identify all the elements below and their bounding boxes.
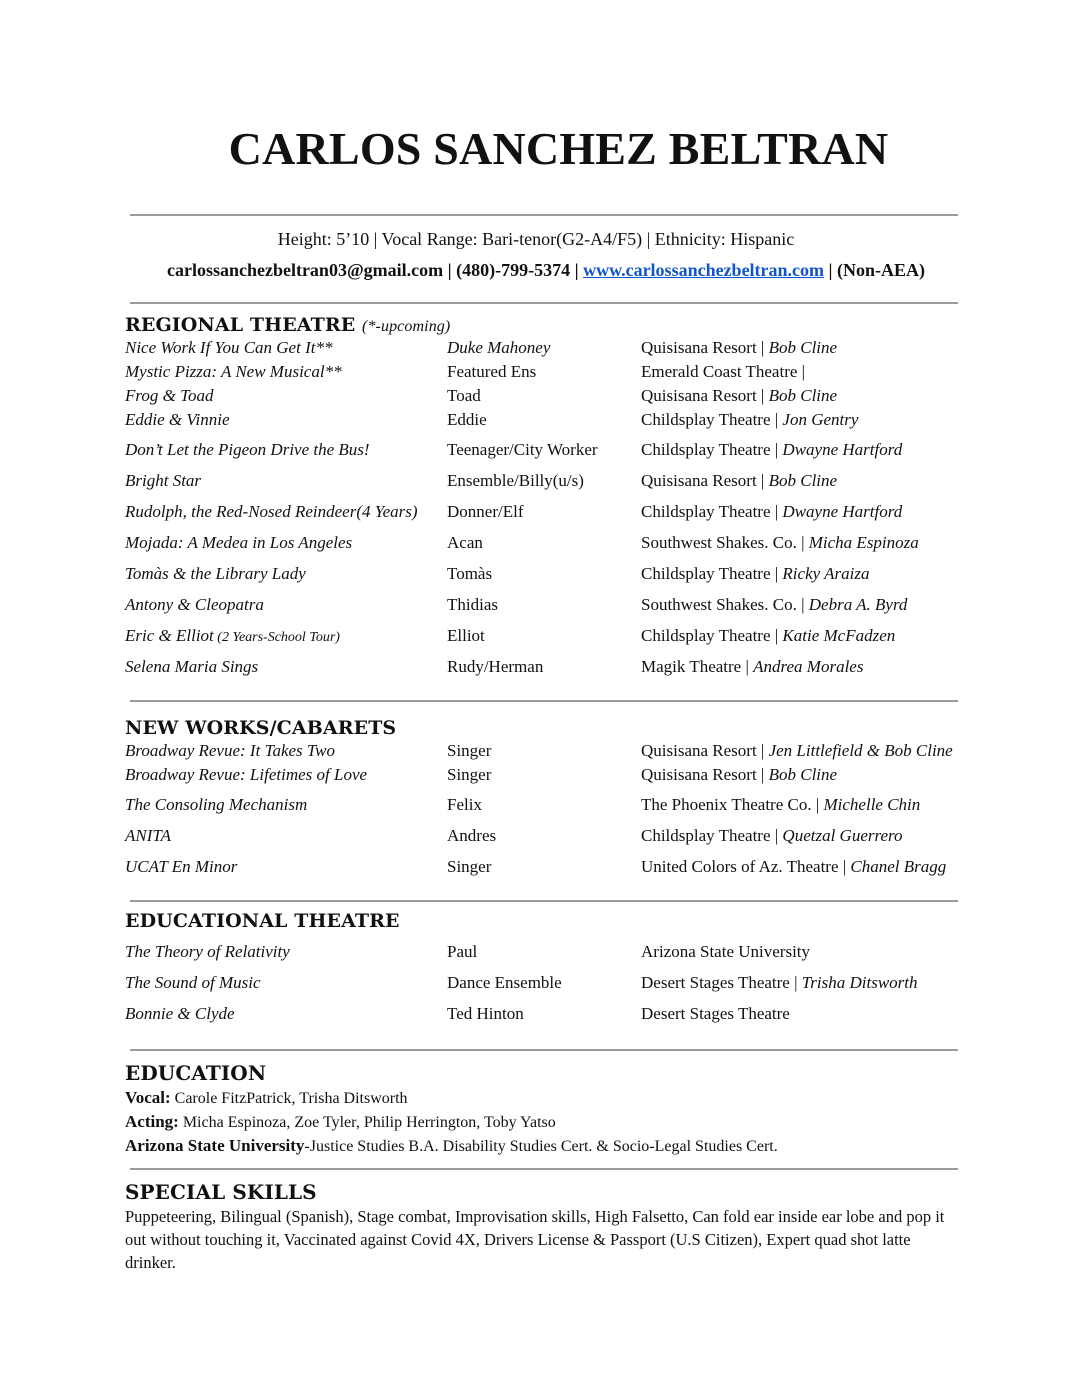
website-link[interactable]: www.carlossanchezbeltran.com <box>583 260 825 280</box>
role: Singer <box>447 741 492 760</box>
venue: Childsplay Theatre | <box>641 440 783 459</box>
director: Bob Cline <box>768 471 838 490</box>
show-title: Don’t Let the Pigeon Drive the Bus! <box>125 440 370 459</box>
show-title: UCAT En Minor <box>125 857 238 876</box>
role: Dance Ensemble <box>447 973 562 992</box>
divider <box>130 700 958 702</box>
venue-director <box>641 386 837 406</box>
role: Rudy/Herman <box>447 657 544 676</box>
show-title: Frog & Toad <box>125 386 214 405</box>
show-note: (2 Years-School Tour) <box>213 630 340 645</box>
show-title: Broadway Revue: It Takes Two <box>125 741 335 760</box>
role: Paul <box>447 942 478 961</box>
show-title: The Sound of Music <box>125 973 261 992</box>
role: Felix <box>447 795 482 814</box>
director: Bob Cline <box>768 765 838 784</box>
venue-director <box>641 795 920 815</box>
venue-director <box>641 826 903 846</box>
edu-label: Arizona State University <box>125 1136 305 1155</box>
section-heading-skills: SPECIAL SKILLS <box>125 1180 317 1204</box>
venue: Desert Stages Theatre <box>641 1004 790 1023</box>
role: Acan <box>447 533 483 552</box>
venue-director <box>641 973 918 993</box>
divider <box>130 1168 958 1170</box>
director: Bob Cline <box>768 386 838 405</box>
show-title: Broadway Revue: Lifetimes of Love <box>125 765 368 784</box>
role: Singer <box>447 765 492 784</box>
director: Jen Littlefield & Bob Cline <box>768 741 953 760</box>
divider <box>130 214 958 216</box>
venue-director <box>641 338 837 358</box>
credit-row <box>0 362 1080 386</box>
credit-row <box>0 502 1080 526</box>
show-title: The Theory of Relativity <box>125 942 290 961</box>
role: Toad <box>447 386 481 405</box>
section-heading-new-works: NEW WORKS/CABARETS <box>125 717 397 739</box>
show-title: Mojada: A Medea in Los Angeles <box>125 533 353 552</box>
director: Ricky Araiza <box>782 564 870 583</box>
venue-director <box>641 362 805 382</box>
venue: Quisisana Resort | <box>641 338 769 357</box>
skills-text: Puppeteering, Bilingual (Spanish), Stage combat, Improvisation skills, High Falsetto, Can fold ear inside ear lobe and pop it out without touching it, Vaccinated against Covid 4X, Drivers License & Passport (U.S Citizen), Expert quad shot latte drinker. <box>125 1207 945 1272</box>
venue: Desert Stages Theatre | <box>641 973 802 992</box>
education-acting <box>125 1112 556 1132</box>
venue: Southwest Shakes. Co. | <box>641 595 809 614</box>
show-title: Antony & Cleopatra <box>125 595 264 614</box>
venue-director <box>641 595 907 615</box>
edu-text: Carole FitzPatrick, Trisha Ditsworth <box>170 1090 408 1107</box>
venue-director <box>641 765 837 785</box>
venue-director <box>641 440 902 460</box>
venue-director <box>641 942 810 962</box>
venue: Emerald Coast Theatre | <box>641 362 806 381</box>
venue: Childsplay Theatre | <box>641 826 783 845</box>
venue-director <box>641 1004 790 1024</box>
venue: Southwest Shakes. Co. | <box>641 533 809 552</box>
divider <box>130 302 958 304</box>
director: Katie McFadzen <box>782 626 896 645</box>
director: Micha Espinoza <box>808 533 919 552</box>
credit-row <box>0 741 1080 765</box>
section-heading-education: EDUCATION <box>125 1061 267 1085</box>
venue: Quisisana Resort | <box>641 471 769 490</box>
credit-row <box>0 338 1080 362</box>
show-title: Bright Star <box>125 471 202 490</box>
director: Bob Cline <box>768 338 838 357</box>
credit-row <box>0 795 1080 819</box>
credit-row <box>0 765 1080 789</box>
venue-director <box>641 626 895 646</box>
role: Andres <box>447 826 497 845</box>
credit-row <box>0 440 1080 464</box>
credit-row <box>0 826 1080 850</box>
venue-director <box>641 564 869 584</box>
credit-row <box>0 657 1080 681</box>
show-title: Tomàs & the Library Lady <box>125 564 306 583</box>
director: Trisha Ditsworth <box>801 973 918 992</box>
credit-row <box>0 973 1080 997</box>
role: Duke Mahoney <box>447 338 551 357</box>
credit-row <box>0 564 1080 588</box>
section-heading-educational: EDUCATIONAL THEATRE <box>125 910 400 932</box>
venue-director <box>641 741 953 761</box>
role: Singer <box>447 857 492 876</box>
director: Andrea Morales <box>753 657 864 676</box>
credit-row <box>0 386 1080 410</box>
credit-row <box>0 595 1080 619</box>
director: Chanel Bragg <box>850 857 947 876</box>
section-title: REGIONAL THEATRE <box>125 314 356 336</box>
venue-director <box>641 471 837 491</box>
divider <box>130 900 958 902</box>
show-title: The Consoling Mechanism <box>125 795 308 814</box>
physical-details: Height: 5’10 | Vocal Range: Bari-tenor(G2-A4/F5) | Ethnicity: Hispanic <box>277 229 795 249</box>
venue: Magik Theatre | <box>641 657 754 676</box>
divider <box>130 1049 958 1051</box>
contact-line <box>0 260 1080 281</box>
edu-text: Micha Espinoza, Zoe Tyler, Philip Herrington, Toby Yatso <box>178 1114 556 1131</box>
credit-row <box>0 410 1080 434</box>
performer-name: CARLOS SANCHEZ BELTRAN <box>228 123 889 174</box>
credit-row <box>0 857 1080 881</box>
role: Donner/Elf <box>447 502 524 521</box>
role: Teenager/City Worker <box>447 440 598 459</box>
venue-director <box>641 502 902 522</box>
director: Michelle Chin <box>823 795 921 814</box>
venue-director <box>641 410 858 430</box>
education-degree <box>125 1136 778 1156</box>
credit-row <box>0 471 1080 495</box>
role: Elliot <box>447 626 485 645</box>
role: Featured Ens <box>447 362 537 381</box>
show-title: Bonnie & Clyde <box>125 1004 235 1023</box>
show-title: Selena Maria Sings <box>125 657 259 676</box>
edu-label: Vocal: <box>125 1088 171 1107</box>
role: Tomàs <box>447 564 493 583</box>
venue: Childsplay Theatre | <box>641 502 783 521</box>
venue: Childsplay Theatre | <box>641 564 783 583</box>
section-heading-regional <box>125 314 450 336</box>
show-title: Eddie & Vinnie <box>125 410 230 429</box>
edu-text: -Justice Studies B.A. Disability Studies Cert. & Socio-Legal Studies Cert. <box>304 1138 778 1155</box>
show-title: Mystic Pizza: A New Musical** <box>125 362 342 381</box>
director: Dwayne Hartford <box>782 440 903 459</box>
venue-director <box>641 857 946 877</box>
upcoming-note: (*-upcoming) <box>362 318 451 335</box>
credit-row <box>0 1004 1080 1028</box>
venue: Quisisana Resort | <box>641 741 769 760</box>
role: Thidias <box>447 595 498 614</box>
venue: Childsplay Theatre | <box>641 410 783 429</box>
contact-prefix: carlossanchezbeltran03@gmail.com | (480)-799-5374 | <box>166 260 584 280</box>
venue-director <box>641 533 919 553</box>
director: Dwayne Hartford <box>782 502 903 521</box>
show-title: Nice Work If You Can Get It** <box>125 338 333 357</box>
role: Ensemble/Billy(u/s) <box>447 471 584 490</box>
director: Jon Gentry <box>782 410 859 429</box>
venue: Childsplay Theatre | <box>641 626 783 645</box>
role: Eddie <box>447 410 487 429</box>
credit-row <box>0 942 1080 966</box>
show-title: Eric & Elliot (2 Years-School Tour) <box>125 626 340 645</box>
director: Quetzal Guerrero <box>782 826 903 845</box>
credit-row <box>0 533 1080 557</box>
venue: United Colors of Az. Theatre | <box>641 857 851 876</box>
venue: The Phoenix Theatre Co. | <box>641 795 824 814</box>
role: Ted Hinton <box>447 1004 524 1023</box>
venue: Quisisana Resort | <box>641 386 769 405</box>
venue: Arizona State University <box>641 942 811 961</box>
director: Debra A. Byrd <box>808 595 908 614</box>
venue-director <box>641 657 863 677</box>
edu-label: Acting: <box>125 1112 179 1131</box>
show-title: Rudolph, the Red-Nosed Reindeer(4 Years) <box>125 502 418 521</box>
venue: Quisisana Resort | <box>641 765 769 784</box>
education-vocal <box>125 1088 408 1108</box>
union-status: | (Non-AEA) <box>824 260 926 280</box>
credit-row <box>0 626 1080 650</box>
show-title: ANITA <box>125 826 171 845</box>
